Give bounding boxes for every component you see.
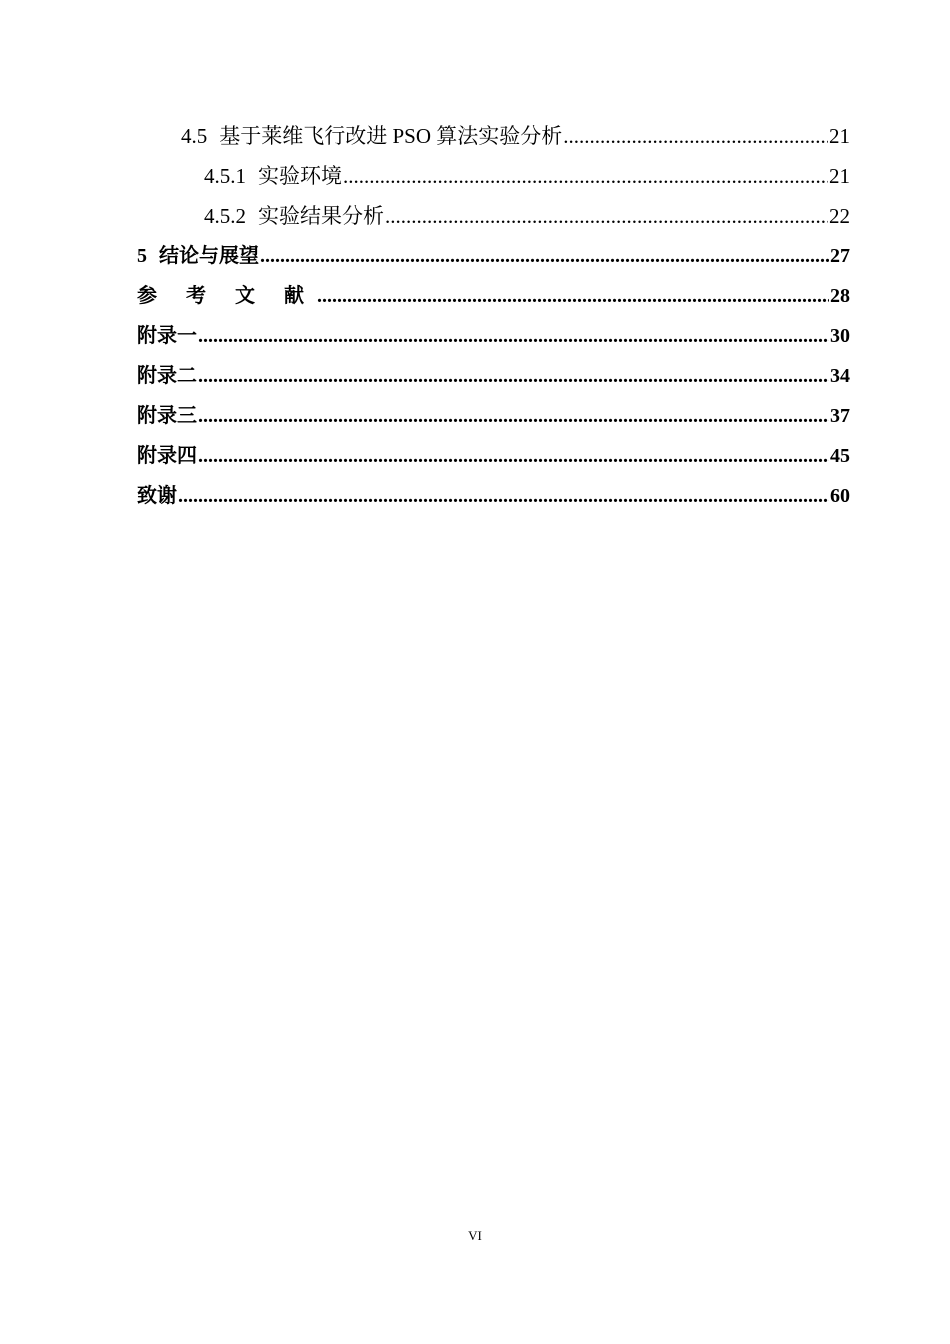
toc-entry-4-5[interactable] <box>137 116 850 156</box>
toc-entry-title: 附录三 <box>137 405 197 427</box>
toc-entry-number: 5 <box>137 245 147 267</box>
toc-entry-page: 21 <box>829 124 850 148</box>
toc-dot-leader <box>343 156 828 196</box>
toc-dot-leader <box>178 476 829 516</box>
toc-entry-title: 附录四 <box>137 445 197 467</box>
toc-dot-leader <box>198 396 829 436</box>
toc-entry-title: 结论与展望 <box>159 245 259 267</box>
toc-entry-page: 45 <box>830 445 850 467</box>
toc-entry-title: 参 考 文 献 <box>137 285 316 307</box>
toc-entry-page: 22 <box>829 204 850 228</box>
toc-dot-leader <box>563 116 828 156</box>
toc-entry-appendix-2[interactable] <box>137 356 850 396</box>
toc-entry-page: 21 <box>829 164 850 188</box>
toc-dot-leader <box>317 276 829 316</box>
toc-entry-title: 实验结果分析 <box>258 204 384 228</box>
toc-entry-number: 4.5.1 <box>204 164 246 188</box>
toc-entry-title: 附录二 <box>137 365 197 387</box>
toc-entry-title: 致谢 <box>137 485 177 507</box>
toc-entry-page: 34 <box>830 365 850 387</box>
toc-entry-appendix-1[interactable] <box>137 316 850 356</box>
toc-dot-leader <box>385 196 828 236</box>
toc-entry-number: 4.5.2 <box>204 204 246 228</box>
toc-entry-appendix-4[interactable] <box>137 436 850 476</box>
toc-dot-leader <box>260 236 829 276</box>
toc-entry-page: 28 <box>830 285 850 307</box>
toc-entry-number: 4.5 <box>181 124 208 148</box>
page-footer <box>0 1228 950 1244</box>
toc-entry-title: 附录一 <box>137 325 197 347</box>
toc-dot-leader <box>198 356 829 396</box>
toc-entry-4-5-2[interactable] <box>137 196 850 236</box>
toc-dot-leader <box>198 436 829 476</box>
toc-entry-page: 37 <box>830 405 850 427</box>
page-number: VI <box>468 1228 482 1243</box>
toc-dot-leader <box>198 316 829 356</box>
table-of-contents <box>137 116 850 516</box>
toc-entry-title: 基于莱维飞行改进 PSO 算法实验分析 <box>219 124 563 148</box>
toc-entry-page: 27 <box>830 245 850 267</box>
toc-entry-title: 实验环境 <box>258 164 342 188</box>
toc-entry-appendix-3[interactable] <box>137 396 850 436</box>
toc-entry-acknowledgements[interactable] <box>137 476 850 516</box>
toc-entry-page: 30 <box>830 325 850 347</box>
toc-entry-references[interactable] <box>137 276 850 316</box>
toc-entry-chapter-5[interactable] <box>137 236 850 276</box>
toc-entry-page: 60 <box>830 485 850 507</box>
toc-entry-4-5-1[interactable] <box>137 156 850 196</box>
